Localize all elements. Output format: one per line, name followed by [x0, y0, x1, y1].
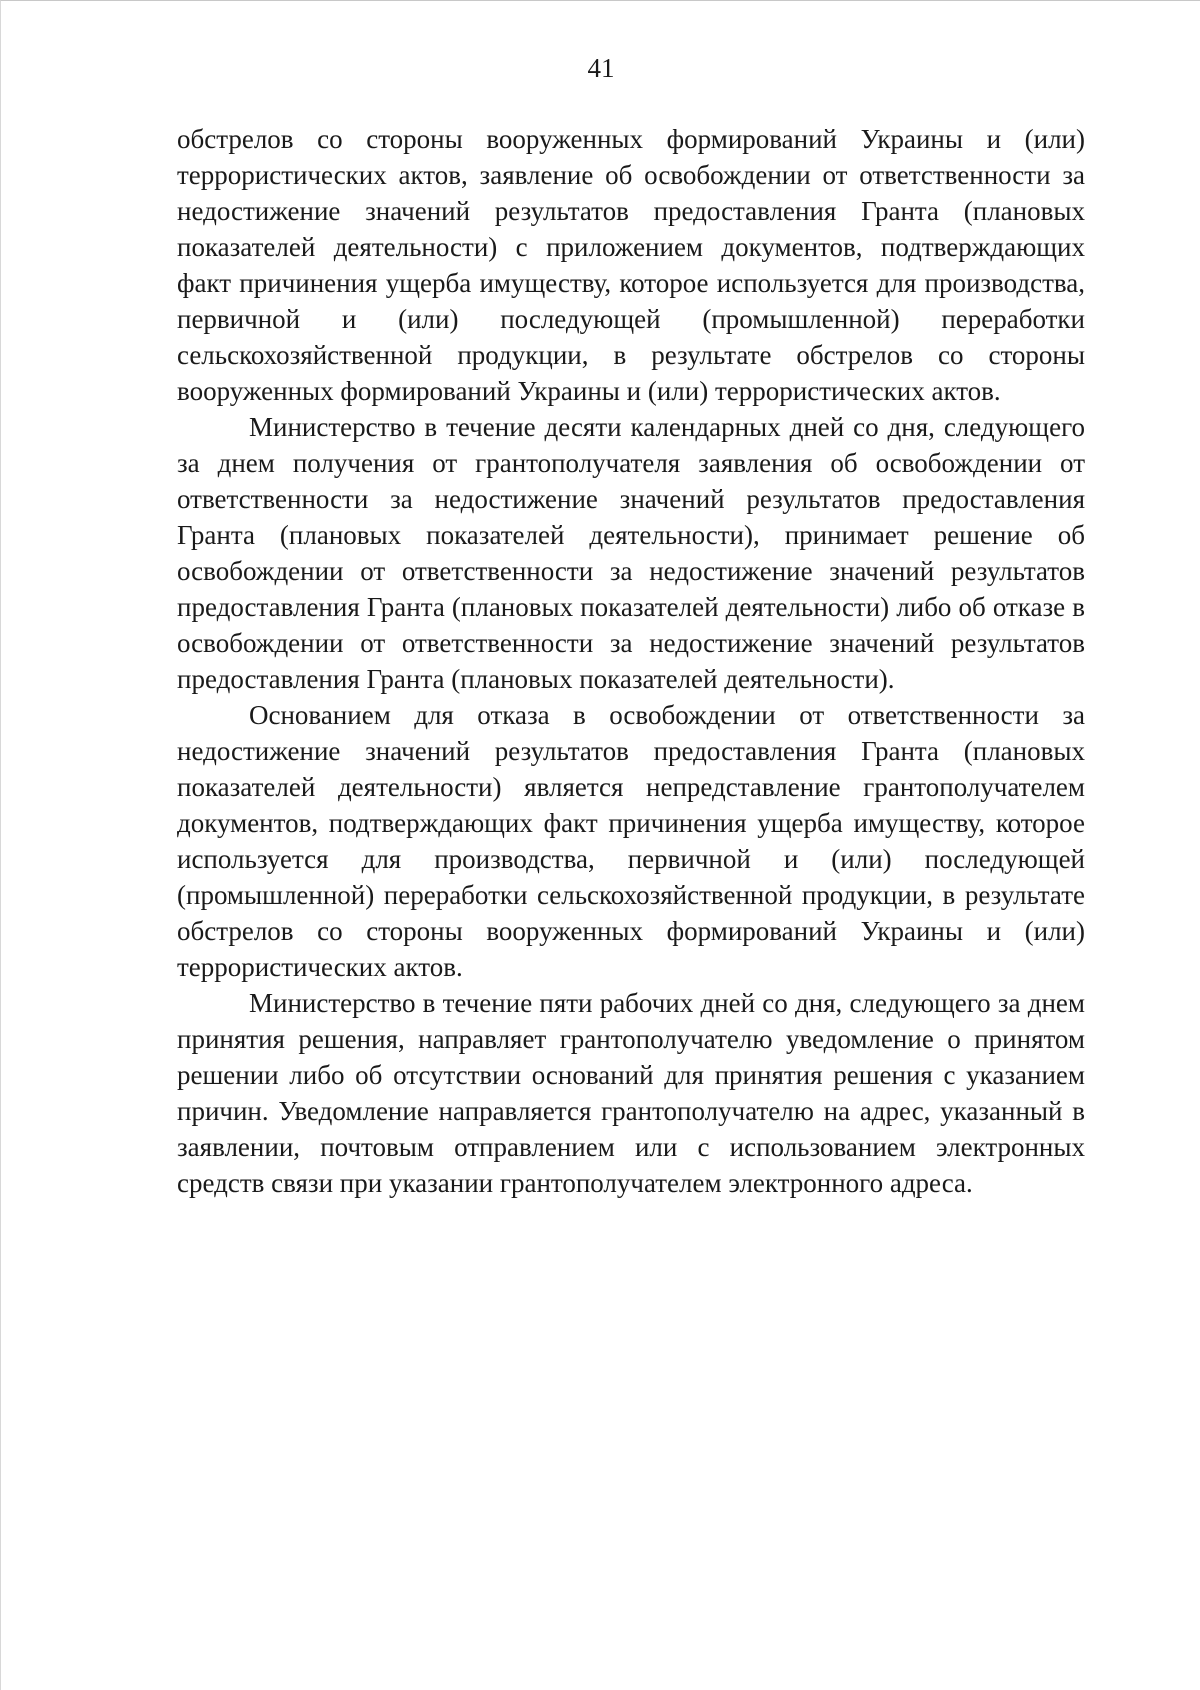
paragraph-1: обстрелов со стороны вооруженных формирований Украины и (или) террористических актов, заявление об освобождении от ответственности за недостижение значений результатов предоставления Гранта (плановых показателей деятельности) с приложением документов, подтверждающих факт причинения ущерба имуществу, которое используется для производства, первичной и (или) последующей (промышленной) переработки сельскохозяйственной продукции, в результате обстрелов со стороны вооруженных формирований Украины и (или) террористических актов. — [177, 124, 1085, 406]
paragraph-3: Основанием для отказа в освобождении от ответственности за недостижение значений результатов предоставления Гранта (плановых показателей деятельности) является непредставление грантополучателем документов, подтверждающих факт причинения ущерба имуществу, которое используется для производства, первичной и (или) последующей (промышленной) переработки сельскохозяйственной продукции, в результате обстрелов со стороны вооруженных формирований Украины и (или) террористических актов. — [177, 700, 1085, 982]
document-body — [177, 121, 1085, 1201]
paragraph-2: Министерство в течение десяти календарных дней со дня, следующего за днем получения от грантополучателя заявления об освобождении от ответственности за недостижение значений результатов предоставления Гранта (плановых показателей деятельности), принимает решение об освобождении от ответственности за недостижение значений результатов предоставления Гранта (плановых показателей деятельности) либо об отказе в освобождении от ответственности за недостижение значений результатов предоставления Гранта (плановых показателей деятельности). — [177, 412, 1085, 694]
page-number: 41 — [587, 53, 615, 83]
paragraph-4: Министерство в течение пяти рабочих дней со дня, следующего за днем принятия решения, направляет грантополучателю уведомление о принятом решении либо об отсутствии оснований для принятия решения с указанием причин. Уведомление направляется грантополучателю на адрес, указанный в заявлении, почтовым отправлением или с использованием электронных средств связи при указании грантополучателем электронного адреса. — [177, 988, 1085, 1198]
